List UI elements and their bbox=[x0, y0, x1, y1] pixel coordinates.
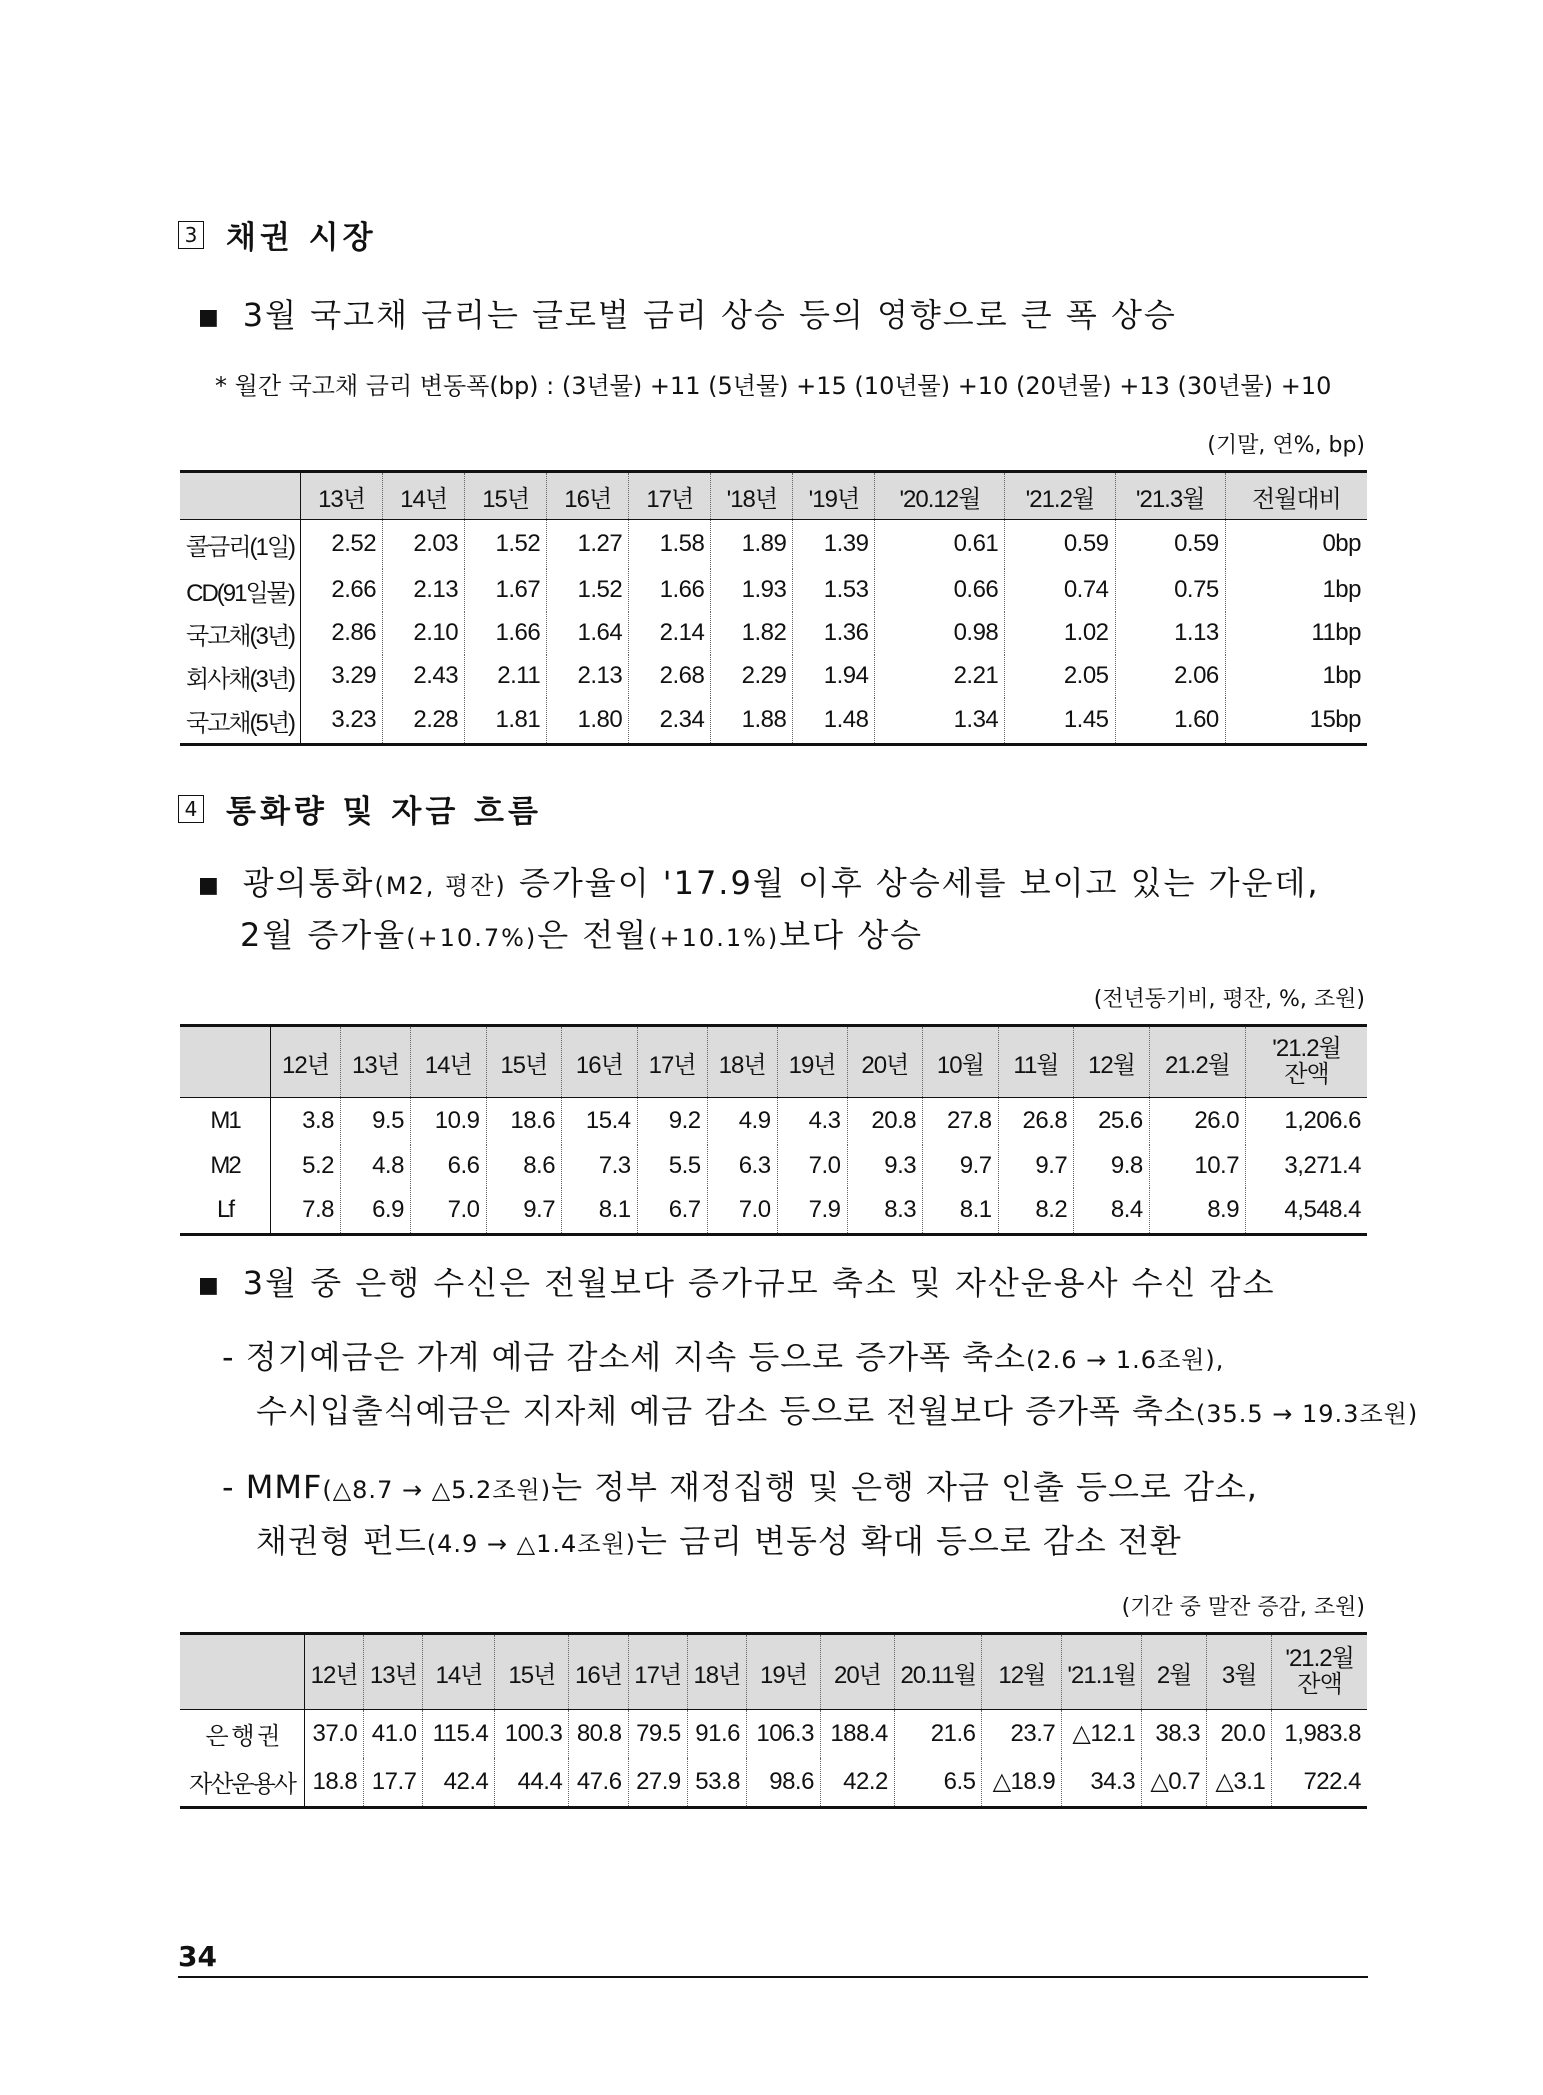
row-label: 국고채(5년) bbox=[180, 698, 301, 745]
column-header: 2월 bbox=[1142, 1634, 1207, 1710]
dash-text: 수시입출식예금은 지자체 예금 감소 등으로 전월보다 증가폭 축소 bbox=[256, 1392, 1196, 1430]
table-cell: 1bp bbox=[1225, 655, 1367, 698]
table-cell: 8.1 bbox=[562, 1188, 638, 1235]
table-cell: 1.13 bbox=[1115, 612, 1225, 655]
table-cell: 38.3 bbox=[1142, 1710, 1207, 1758]
table-cell: 0.75 bbox=[1115, 569, 1225, 612]
table-cell: 1.64 bbox=[547, 612, 629, 655]
table-cell: 2.68 bbox=[629, 655, 711, 698]
dash-text-small: (4.9 → △1.4조원) bbox=[426, 1530, 636, 1558]
table-cell: 2.86 bbox=[301, 612, 383, 655]
bullet-text-small: (+10.1%) bbox=[648, 924, 780, 952]
column-header: 14년 bbox=[410, 1026, 486, 1098]
table-row bbox=[180, 655, 1367, 698]
dash-deposits-line2 bbox=[256, 1386, 1418, 1432]
table-cell: 9.3 bbox=[847, 1145, 923, 1188]
table-cell: △12.1 bbox=[1062, 1710, 1142, 1758]
table-cell: 3.23 bbox=[301, 698, 383, 745]
column-header: 15년 bbox=[495, 1634, 569, 1710]
row-label: CD(91일물) bbox=[180, 569, 301, 612]
dash-text-small: (△8.7 → △5.2조원) bbox=[322, 1476, 552, 1504]
column-header: 17년 bbox=[629, 472, 711, 520]
table-cell: 7.3 bbox=[562, 1145, 638, 1188]
table-cell: 10.9 bbox=[410, 1098, 486, 1145]
table-cell: 3.29 bbox=[301, 655, 383, 698]
bullet-text: 3월 국고채 금리는 글로벌 금리 상승 등의 영향으로 큰 폭 상승 bbox=[242, 296, 1177, 334]
bullet-m2-line2 bbox=[240, 910, 923, 956]
bullet-bank-deposits bbox=[198, 1258, 1276, 1304]
table-cell: 8.3 bbox=[847, 1188, 923, 1235]
bullet-text: 2월 증가율 bbox=[240, 916, 407, 954]
table-cell: 53.8 bbox=[687, 1758, 746, 1808]
table3-unit: (기간 중 말잔 증감, 조원) bbox=[1121, 1595, 1365, 1620]
table-cell: 2.52 bbox=[301, 520, 383, 569]
table-cell: 1.34 bbox=[875, 698, 1005, 745]
column-header: 14년 bbox=[383, 472, 465, 520]
column-header: '18년 bbox=[711, 472, 793, 520]
table-cell: 2.28 bbox=[383, 698, 465, 745]
bullet-text: 3월 중 은행 수신은 전월보다 증가규모 축소 및 자산운용사 수신 감소 bbox=[242, 1264, 1276, 1302]
table-cell: 9.7 bbox=[923, 1145, 999, 1188]
column-header: 16년 bbox=[547, 472, 629, 520]
table-cell: 80.8 bbox=[569, 1710, 628, 1758]
column-header: 21.2월 bbox=[1149, 1026, 1245, 1098]
column-header: 13년 bbox=[301, 472, 383, 520]
table-cell: 2.43 bbox=[383, 655, 465, 698]
table-cell: 0.59 bbox=[1005, 520, 1115, 569]
table-cell: 722.4 bbox=[1272, 1758, 1367, 1808]
column-header: 16년 bbox=[562, 1026, 638, 1098]
table-cell: 98.6 bbox=[747, 1758, 821, 1808]
table-cell: 18.6 bbox=[486, 1098, 562, 1145]
column-header: 13년 bbox=[364, 1634, 423, 1710]
column-header: '21.3월 bbox=[1115, 472, 1225, 520]
column-header: '20.12월 bbox=[875, 472, 1005, 520]
table-cell: 2.13 bbox=[383, 569, 465, 612]
dash-text: - 정기예금은 가계 예금 감소세 지속 등으로 증가폭 축소 bbox=[222, 1338, 1026, 1376]
table-cell: 1.52 bbox=[547, 569, 629, 612]
header-line: 잔액 bbox=[1297, 1671, 1342, 1698]
table-cell: 6.6 bbox=[410, 1145, 486, 1188]
table-cell: 0.98 bbox=[875, 612, 1005, 655]
column-header: '21.1월 bbox=[1062, 1634, 1142, 1710]
dash-text-small: (2.6 → 1.6조원), bbox=[1026, 1346, 1225, 1374]
table-cell: 1.27 bbox=[547, 520, 629, 569]
table-cell: 1.39 bbox=[793, 520, 875, 569]
table-cell: 1.94 bbox=[793, 655, 875, 698]
bullet-text: 광의통화 bbox=[242, 864, 375, 902]
table-cell: 106.3 bbox=[747, 1710, 821, 1758]
table-cell: 44.4 bbox=[495, 1758, 569, 1808]
row-label: M2 bbox=[180, 1145, 271, 1188]
table-cell: 11bp bbox=[1225, 612, 1367, 655]
table-cell: △18.9 bbox=[982, 1758, 1062, 1808]
row-label: 콜금리(1일) bbox=[180, 520, 301, 569]
table-cell: 3,271.4 bbox=[1246, 1145, 1367, 1188]
section-number-box: 4 bbox=[178, 795, 204, 823]
table-cell: 10.7 bbox=[1149, 1145, 1245, 1188]
column-header-balance bbox=[1272, 1634, 1367, 1710]
table-cell: 2.10 bbox=[383, 612, 465, 655]
table-cell: 1.80 bbox=[547, 698, 629, 745]
table2-unit: (전년동기비, 평잔, %, 조원) bbox=[1093, 987, 1365, 1012]
table-cell: △3.1 bbox=[1207, 1758, 1272, 1808]
table-cell: 2.13 bbox=[547, 655, 629, 698]
table-row bbox=[180, 612, 1367, 655]
bullet-text: 은 전월 bbox=[537, 916, 649, 954]
table-cell: 2.34 bbox=[629, 698, 711, 745]
square-bullet-icon: ■ bbox=[198, 872, 221, 898]
column-header: 17년 bbox=[637, 1026, 707, 1098]
table-cell: 8.6 bbox=[486, 1145, 562, 1188]
table-cell: 2.05 bbox=[1005, 655, 1115, 698]
footer-rule bbox=[178, 1976, 1368, 1978]
dash-mmf-line2 bbox=[256, 1516, 1182, 1562]
bullet-text-small: (+10.7%) bbox=[406, 924, 538, 952]
header-line: '21.2월 bbox=[1285, 1645, 1354, 1672]
table-cell: 1.45 bbox=[1005, 698, 1115, 745]
table-cell: 34.3 bbox=[1062, 1758, 1142, 1808]
table-cell: 7.0 bbox=[707, 1188, 777, 1235]
table1-unit: (기말, 연%, bp) bbox=[1207, 433, 1365, 458]
table-cell: 1.89 bbox=[711, 520, 793, 569]
table-header-blank bbox=[180, 1026, 271, 1098]
column-header: 14년 bbox=[423, 1634, 495, 1710]
table-cell: 1,983.8 bbox=[1272, 1710, 1367, 1758]
column-header: 20년 bbox=[820, 1634, 894, 1710]
table-cell: 8.9 bbox=[1149, 1188, 1245, 1235]
column-header: 15년 bbox=[465, 472, 547, 520]
table-cell: 100.3 bbox=[495, 1710, 569, 1758]
column-header: 11월 bbox=[998, 1026, 1074, 1098]
row-label: 회사채(3년) bbox=[180, 655, 301, 698]
table-cell: 7.0 bbox=[777, 1145, 847, 1188]
table-cell: 26.0 bbox=[1149, 1098, 1245, 1145]
table-cell: 1bp bbox=[1225, 569, 1367, 612]
column-header: '21.2월 bbox=[1005, 472, 1115, 520]
column-header: 12년 bbox=[271, 1026, 341, 1098]
table-cell: 0.59 bbox=[1115, 520, 1225, 569]
table-cell: 18.8 bbox=[305, 1758, 364, 1808]
table-cell: 4.3 bbox=[777, 1098, 847, 1145]
table-cell: 0.66 bbox=[875, 569, 1005, 612]
table-cell: 1.53 bbox=[793, 569, 875, 612]
table-cell: 1.36 bbox=[793, 612, 875, 655]
table-cell: 27.8 bbox=[923, 1098, 999, 1145]
table-cell: 115.4 bbox=[423, 1710, 495, 1758]
dash-text: 는 금리 변동성 확대 등으로 감소 전환 bbox=[636, 1522, 1182, 1560]
table-cell: 5.2 bbox=[271, 1145, 341, 1188]
column-header: 전월대비 bbox=[1225, 472, 1367, 520]
table-cell: 1.52 bbox=[465, 520, 547, 569]
table-cell: 1.81 bbox=[465, 698, 547, 745]
table-cell: 42.4 bbox=[423, 1758, 495, 1808]
table-cell: 7.9 bbox=[777, 1188, 847, 1235]
table-cell: 1.66 bbox=[465, 612, 547, 655]
table-row bbox=[180, 698, 1367, 745]
column-header: 12월 bbox=[1074, 1026, 1150, 1098]
column-header: 18년 bbox=[707, 1026, 777, 1098]
table-cell: 17.7 bbox=[364, 1758, 423, 1808]
bullet-rates bbox=[198, 290, 1177, 336]
dash-mmf-line1 bbox=[222, 1462, 1258, 1508]
table-cell: 91.6 bbox=[687, 1710, 746, 1758]
header-line: 잔액 bbox=[1284, 1061, 1329, 1088]
bullet-text-small: (M2, 평잔) bbox=[374, 872, 507, 900]
section-title-text: 통화량 및 자금 흐름 bbox=[226, 794, 542, 830]
table-cell: 42.2 bbox=[820, 1758, 894, 1808]
table-cell: 1.02 bbox=[1005, 612, 1115, 655]
square-bullet-icon: ■ bbox=[198, 1272, 221, 1298]
table-cell: 2.29 bbox=[711, 655, 793, 698]
money-supply-table bbox=[180, 1024, 1367, 1236]
table-cell: 9.7 bbox=[486, 1188, 562, 1235]
table-cell: 4.9 bbox=[707, 1098, 777, 1145]
table-cell: 1.82 bbox=[711, 612, 793, 655]
table-cell: 1.93 bbox=[711, 569, 793, 612]
section-4-title bbox=[178, 786, 542, 831]
table-row bbox=[180, 520, 1367, 569]
table-cell: 4,548.4 bbox=[1246, 1188, 1367, 1235]
table-cell: 0bp bbox=[1225, 520, 1367, 569]
table-cell: 6.7 bbox=[637, 1188, 707, 1235]
table-row bbox=[180, 1710, 1367, 1758]
table-cell: 41.0 bbox=[364, 1710, 423, 1758]
table-cell: 8.2 bbox=[998, 1188, 1074, 1235]
table-cell: 2.66 bbox=[301, 569, 383, 612]
dash-text: - MMF bbox=[222, 1468, 323, 1506]
table-header-blank bbox=[180, 1634, 305, 1710]
column-header: 10월 bbox=[923, 1026, 999, 1098]
column-header: '19년 bbox=[793, 472, 875, 520]
table-cell: 7.8 bbox=[271, 1188, 341, 1235]
square-bullet-icon: ■ bbox=[198, 304, 221, 330]
table-cell: 6.9 bbox=[340, 1188, 410, 1235]
table-cell: 47.6 bbox=[569, 1758, 628, 1808]
header-line: '21.2월 bbox=[1272, 1035, 1341, 1062]
table-cell: 1.67 bbox=[465, 569, 547, 612]
column-header: 16년 bbox=[569, 1634, 628, 1710]
table-cell: 6.5 bbox=[894, 1758, 982, 1808]
section-number-box: 3 bbox=[178, 221, 204, 249]
row-label: 자산운용사 bbox=[180, 1758, 305, 1808]
column-header: 18년 bbox=[687, 1634, 746, 1710]
row-label: 국고채(3년) bbox=[180, 612, 301, 655]
table-row bbox=[180, 1145, 1367, 1188]
row-label: 은 행 권 bbox=[180, 1710, 305, 1758]
table-cell: 1.48 bbox=[793, 698, 875, 745]
table-cell: 8.4 bbox=[1074, 1188, 1150, 1235]
page-number: 34 bbox=[178, 1940, 217, 1973]
column-header: 12월 bbox=[982, 1634, 1062, 1710]
table-cell: 2.06 bbox=[1115, 655, 1225, 698]
dash-text: 는 정부 재정집행 및 은행 자금 인출 등으로 감소, bbox=[551, 1468, 1258, 1506]
table-cell: 9.5 bbox=[340, 1098, 410, 1145]
column-header: 15년 bbox=[486, 1026, 562, 1098]
table-row bbox=[180, 1758, 1367, 1808]
fund-flow-table bbox=[180, 1632, 1367, 1809]
table-cell: 21.6 bbox=[894, 1710, 982, 1758]
table-cell: 2.11 bbox=[465, 655, 547, 698]
column-header: 20년 bbox=[847, 1026, 923, 1098]
table-cell: 26.8 bbox=[998, 1098, 1074, 1145]
dash-text-small: (35.5 → 19.3조원) bbox=[1195, 1400, 1419, 1428]
interest-rate-table bbox=[180, 470, 1367, 746]
table-header-blank bbox=[180, 472, 301, 520]
table-cell: 20.0 bbox=[1207, 1710, 1272, 1758]
table-cell: 0.74 bbox=[1005, 569, 1115, 612]
section-3-title bbox=[178, 212, 377, 257]
column-header: 20.11월 bbox=[894, 1634, 982, 1710]
table-cell: 2.03 bbox=[383, 520, 465, 569]
table-cell: 4.8 bbox=[340, 1145, 410, 1188]
table-cell: 1.66 bbox=[629, 569, 711, 612]
table-cell: 9.8 bbox=[1074, 1145, 1150, 1188]
table-cell: 27.9 bbox=[628, 1758, 687, 1808]
table-cell: 37.0 bbox=[305, 1710, 364, 1758]
table-cell: 6.3 bbox=[707, 1145, 777, 1188]
column-header-balance bbox=[1246, 1026, 1367, 1098]
table-cell: 1.60 bbox=[1115, 698, 1225, 745]
row-label: Lf bbox=[180, 1188, 271, 1235]
table-row bbox=[180, 1188, 1367, 1235]
dash-text: 채권형 펀드 bbox=[256, 1522, 427, 1560]
table-cell: 188.4 bbox=[820, 1710, 894, 1758]
column-header: 19년 bbox=[777, 1026, 847, 1098]
table-cell: 9.2 bbox=[637, 1098, 707, 1145]
table-cell: 20.8 bbox=[847, 1098, 923, 1145]
table-cell: 23.7 bbox=[982, 1710, 1062, 1758]
rate-change-note: * 월간 국고채 금리 변동폭(bp) : (3년물) +11 (5년물) +15 (10년물) +10 (20년물) +13 (30년물) +10 bbox=[215, 372, 1332, 400]
table-cell: 15bp bbox=[1225, 698, 1367, 745]
table-cell: 25.6 bbox=[1074, 1098, 1150, 1145]
table-cell: 3.8 bbox=[271, 1098, 341, 1145]
table-cell: 2.21 bbox=[875, 655, 1005, 698]
dash-deposits-line1 bbox=[222, 1332, 1224, 1378]
table-cell: 5.5 bbox=[637, 1145, 707, 1188]
column-header: 17년 bbox=[628, 1634, 687, 1710]
table-cell: 79.5 bbox=[628, 1710, 687, 1758]
column-header: 19년 bbox=[747, 1634, 821, 1710]
table-cell: 9.7 bbox=[998, 1145, 1074, 1188]
section-title-text: 채권 시장 bbox=[226, 220, 377, 256]
table-row bbox=[180, 569, 1367, 612]
row-label: M1 bbox=[180, 1098, 271, 1145]
bullet-text: 보다 상승 bbox=[779, 916, 924, 954]
table-row bbox=[180, 1098, 1367, 1145]
table-cell: 1.58 bbox=[629, 520, 711, 569]
table-cell: 2.14 bbox=[629, 612, 711, 655]
table-cell: 1.88 bbox=[711, 698, 793, 745]
table-cell: 7.0 bbox=[410, 1188, 486, 1235]
column-header: 12년 bbox=[305, 1634, 364, 1710]
table-cell: 15.4 bbox=[562, 1098, 638, 1145]
table-cell: 8.1 bbox=[923, 1188, 999, 1235]
column-header: 13년 bbox=[340, 1026, 410, 1098]
column-header: 3월 bbox=[1207, 1634, 1272, 1710]
table-cell: 0.61 bbox=[875, 520, 1005, 569]
table-cell: 1,206.6 bbox=[1246, 1098, 1367, 1145]
table-cell: △0.7 bbox=[1142, 1758, 1207, 1808]
bullet-text: 증가율이 '17.9월 이후 상승세를 보이고 있는 가운데, bbox=[506, 864, 1320, 902]
bullet-m2 bbox=[198, 858, 1320, 904]
